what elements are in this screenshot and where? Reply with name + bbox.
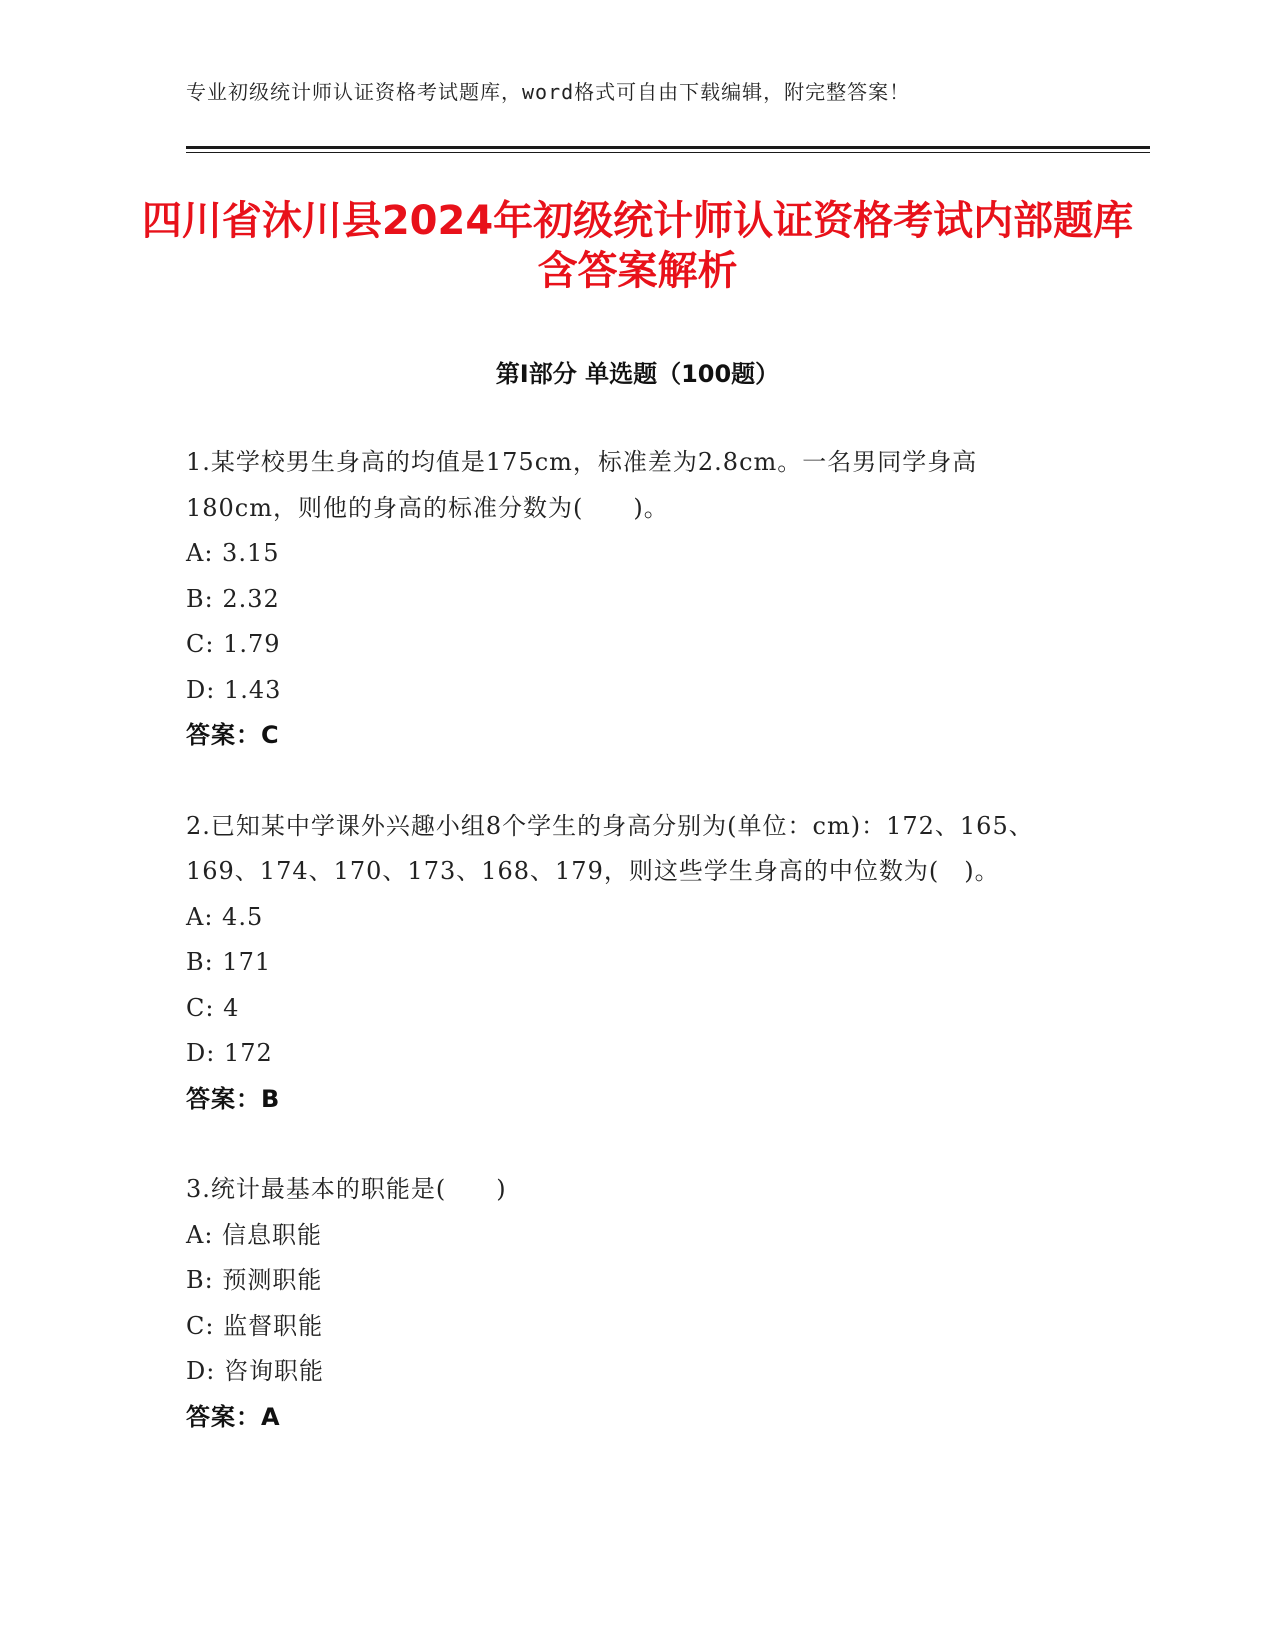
answer-line: 答案：B: [186, 1084, 281, 1113]
option-c: C: 4: [186, 993, 240, 1022]
header-note: 专业初级统计师认证资格考试题库，word格式可自由下载编辑，附完整答案！: [186, 80, 911, 104]
question-1: [186, 440, 1086, 759]
question-stem: 3.统计最基本的职能是( ): [186, 1175, 507, 1203]
question-stem: 1.某学校男生身高的均值是175cm，标准差为2.8cm。一名男同学身高180cm，则他的身高的标准分数为( )。: [186, 448, 978, 522]
option-d: D: 咨询职能: [186, 1357, 324, 1385]
option-b: B: 171: [186, 948, 272, 976]
option-b: B: 预测职能: [186, 1266, 323, 1294]
header-rule-thick: [186, 146, 1150, 149]
answer-line: 答案：C: [186, 721, 280, 749]
option-d: D: 1.43: [186, 675, 282, 704]
option-a: A: 4.5: [186, 902, 264, 931]
option-b: B: 2.32: [186, 584, 280, 613]
option-a: A: 3.15: [186, 539, 280, 567]
option-d: D: 172: [186, 1039, 273, 1067]
answer-line: 答案：A: [186, 1402, 281, 1431]
question-3: [186, 1167, 1086, 1440]
section-title: 第Ⅰ部分 单选题（100题）: [495, 360, 780, 388]
option-a: A: 信息职能: [186, 1220, 323, 1249]
question-list: [186, 440, 1086, 1485]
option-c: C: 1.79: [186, 630, 281, 658]
question-stem: 2.已知某中学课外兴趣小组8个学生的身高分别为(单位：cm)：172、165、169、174、170、173、168、179，则这些学生身高的中位数为( )。: [186, 811, 1034, 885]
header-rule-thin: [186, 152, 1150, 153]
question-2: [186, 804, 1086, 1123]
option-c: C: 监督职能: [186, 1311, 324, 1340]
document-title: 四川省沐川县2024年初级统计师认证资格考试内部题库含答案解析: [141, 198, 1134, 294]
